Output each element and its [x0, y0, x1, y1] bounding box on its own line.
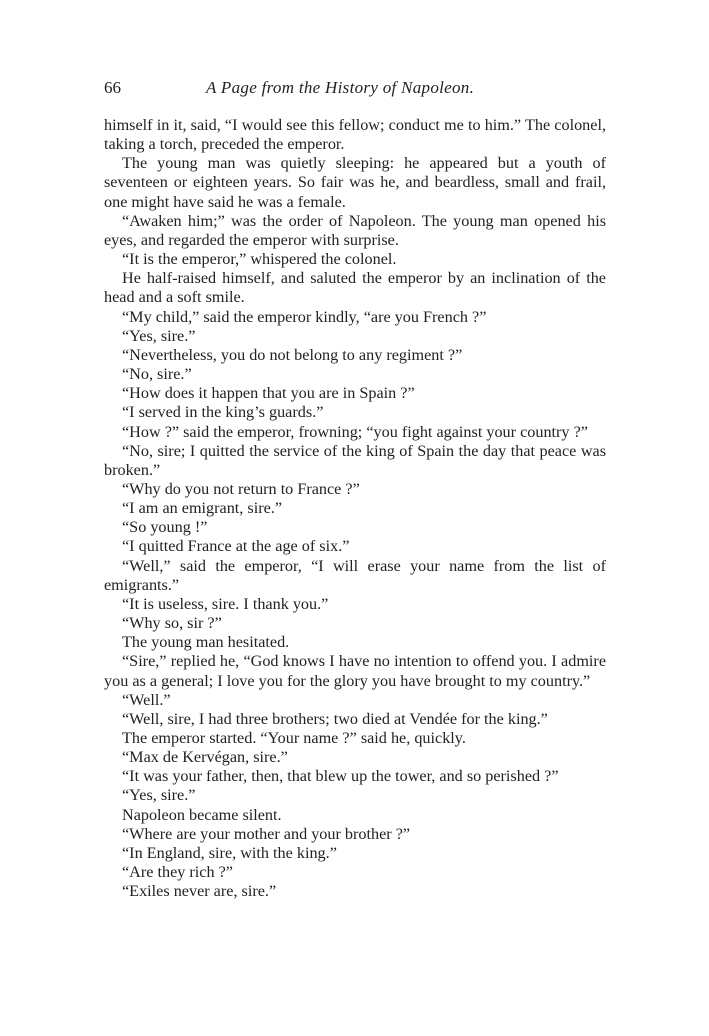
paragraph-4: “It is the emperor,” whispered the colonel.: [122, 250, 397, 269]
paragraph-5: He half-raised himself, and saluted the emperor by an inclination of the head and a soft smile.: [104, 269, 606, 307]
paragraph-25: The emperor started. “Your name ?” said he, quickly.: [122, 729, 466, 747]
paragraph-33: “Exiles never are, sire.”: [122, 882, 277, 901]
paragraph-27: “It was your father, then, that blew up the tower, and so perished ?”: [122, 767, 559, 786]
running-title: A Page from the History of Napoleon.: [206, 78, 475, 97]
paragraph-29: Napoleon became silent.: [122, 805, 282, 824]
paragraph-7: “Yes, sire.”: [122, 326, 196, 345]
paragraph-17: “I quitted France at the age of six.”: [122, 537, 350, 556]
paragraph-23: “Well.”: [122, 690, 171, 709]
paragraph-1: himself in it, said, “I would see this fellow; conduct me to him.” The colonel, taking a torch, preceded the emperor.: [104, 116, 606, 154]
paragraph-2: The young man was quietly sleeping: he appeared but a youth of seventeen or eighteen years. So fair was he, and beardless, small and frail, one might have said he was a female.: [104, 154, 606, 211]
paragraph-28: “Yes, sire.”: [122, 786, 196, 805]
paragraph-21: The young man hesitated.: [122, 633, 290, 652]
paragraph-30: “Where are your mother and your brother ?”: [122, 824, 411, 843]
paragraph-20: “Why so, sir ?”: [122, 614, 222, 633]
paragraph-26: “Max de Kervégan, sire.”: [122, 748, 288, 767]
paragraph-24: “Well, sire, I had three brothers; two died at Vendée for the king.”: [122, 709, 548, 728]
body-text: [104, 116, 606, 901]
page-number: 66: [104, 78, 121, 97]
paragraph-14: “Why do you not return to France ?”: [122, 479, 360, 498]
paragraph-8: “Nevertheless, you do not belong to any regiment ?”: [122, 345, 463, 364]
paragraph-11: “I served in the king’s guards.”: [122, 403, 324, 422]
paragraph-31: “In England, sire, with the king.”: [122, 843, 337, 862]
paragraph-13: “No, sire; I quitted the service of the king of Spain the day that peace was broken.”: [104, 441, 606, 479]
paragraph-15: “I am an emigrant, sire.”: [122, 499, 283, 518]
paragraph-22: “Sire,” replied he, “God knows I have no intention to offend you. I admire you as a general; I love you for the glory you have brought to my country.”: [104, 652, 606, 690]
running-head: [104, 78, 606, 102]
paragraph-18: “Well,” said the emperor, “I will erase your name from the list of emigrants.”: [104, 556, 606, 594]
paragraph-6: “My child,” said the emperor kindly, “are you French ?”: [122, 307, 487, 326]
paragraph-19: “It is useless, sire. I thank you.”: [122, 594, 329, 613]
paragraph-12: “How ?” said the emperor, frowning; “you fight against your country ?”: [122, 422, 588, 441]
paragraph-10: “How does it happen that you are in Spain ?”: [122, 384, 415, 403]
paragraph-3: “Awaken him;” was the order of Napoleon. The young man opened his eyes, and regarded the emperor with surprise.: [104, 211, 606, 249]
paragraph-16: “So young !”: [122, 518, 208, 537]
paragraph-9: “No, sire.”: [122, 365, 192, 384]
paragraph-32: “Are they rich ?”: [122, 863, 233, 882]
